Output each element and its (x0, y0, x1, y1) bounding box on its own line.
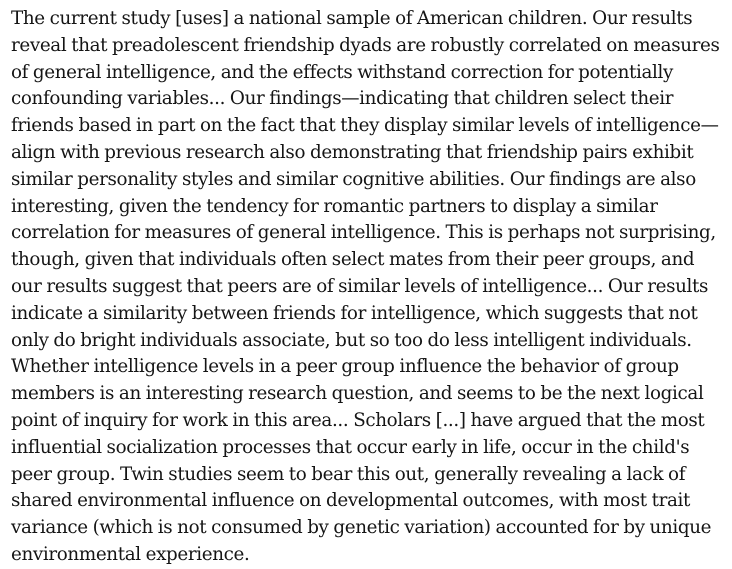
passage-line-17: influential socialization processes that occur early in life, occur in the child's (11, 436, 690, 458)
passage-line-5: friends based in part on the fact that they display similar levels of intelligence— (11, 115, 719, 137)
passage-line-9: correlation for measures of general intelligence. This is perhaps not surprising, (11, 222, 716, 244)
passage-line-8: interesting, given the tendency for romantic partners to display a similar (11, 195, 658, 217)
passage-line-12: indicate a similarity between friends for intelligence, which suggests that not (11, 302, 698, 324)
passage-line-21: environmental experience. (11, 543, 250, 565)
passage-line-19: shared environmental influence on developmental outcomes, with most trait (11, 490, 691, 512)
passage-line-3: of general intelligence, and the effects withstand correction for potentially (11, 61, 674, 83)
passage-line-15: members is an interesting research question, and seems to be the next logical (11, 383, 704, 405)
passage-line-18: peer group. Twin studies seem to bear this out, generally revealing a lack of (11, 463, 686, 485)
passage-line-20: variance (which is not consumed by genetic variation) accounted for by unique (11, 517, 712, 539)
passage-paragraph (11, 6, 727, 569)
passage-line-6: align with previous research also demonstrating that friendship pairs exhibit (11, 141, 694, 163)
passage-line-4: confounding variables... Our findings—indicating that children select their (11, 88, 674, 110)
passage-line-10: though, given that individuals often select mates from their peer groups, and (11, 249, 695, 271)
passage-line-16: point of inquiry for work in this area... Scholars [...] have argued that the most (11, 409, 705, 431)
passage-line-11: our results suggest that peers are of similar levels of intelligence... Our results (11, 275, 709, 297)
passage-line-2: reveal that preadolescent friendship dyads are robustly correlated on measures (11, 34, 720, 56)
passage-line-7: similar personality styles and similar cognitive abilities. Our findings are also (11, 168, 696, 190)
passage-line-13: only do bright individuals associate, but so too do less intelligent individuals. (11, 329, 692, 351)
passage-line-1: The current study [uses] a national sample of American children. Our results (11, 8, 693, 29)
passage-line-14: Whether intelligence levels in a peer group influence the behavior of group (11, 356, 679, 378)
